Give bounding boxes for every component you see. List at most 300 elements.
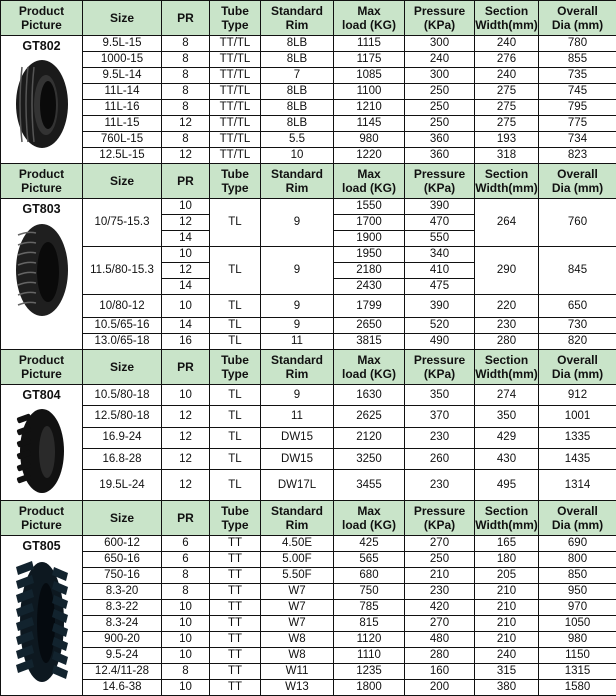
pressure-cell: 200 bbox=[405, 680, 475, 696]
rim-cell: DW17L bbox=[261, 470, 334, 501]
load-cell: 1950 bbox=[334, 247, 405, 263]
pressure-cell: 340 bbox=[405, 247, 475, 263]
model-name: GT803 bbox=[1, 203, 82, 216]
pr-cell: 14 bbox=[162, 231, 210, 247]
rim-cell: W7 bbox=[261, 616, 334, 632]
pressure-cell: 420 bbox=[405, 600, 475, 616]
tube-cell: TT/TL bbox=[210, 148, 261, 164]
section-cell: 430 bbox=[475, 448, 539, 469]
dia-cell: 795 bbox=[539, 100, 616, 116]
size-cell: 600-12 bbox=[83, 536, 162, 552]
pressure-cell: 250 bbox=[405, 116, 475, 132]
rim-cell: 11 bbox=[261, 334, 334, 350]
rim-cell: 7 bbox=[261, 68, 334, 84]
pr-cell: 8 bbox=[162, 84, 210, 100]
tube-cell: TL bbox=[210, 385, 261, 406]
dia-cell: 1314 bbox=[539, 470, 616, 501]
rim-cell: 9 bbox=[261, 318, 334, 334]
section-cell: 315 bbox=[475, 664, 539, 680]
pr-cell: 14 bbox=[162, 318, 210, 334]
product-picture-cell bbox=[1, 536, 83, 696]
section-cell: 264 bbox=[475, 199, 539, 247]
rim-cell: 10 bbox=[261, 148, 334, 164]
section-cell: 210 bbox=[475, 584, 539, 600]
product-picture-cell bbox=[1, 199, 83, 350]
tube-cell: TL bbox=[210, 295, 261, 318]
section-cell: 275 bbox=[475, 100, 539, 116]
size-cell: 14.6-38 bbox=[83, 680, 162, 696]
table-row bbox=[1, 84, 616, 100]
tube-cell: TL bbox=[210, 470, 261, 501]
pr-cell: 10 bbox=[162, 600, 210, 616]
product-picture-cell bbox=[1, 385, 83, 501]
rim-cell: 5.5 bbox=[261, 132, 334, 148]
pressure-cell: 270 bbox=[405, 536, 475, 552]
tube-cell: TT bbox=[210, 616, 261, 632]
rim-cell: DW15 bbox=[261, 448, 334, 469]
tube-cell: TT/TL bbox=[210, 116, 261, 132]
dia-cell: 820 bbox=[539, 334, 616, 350]
pressure-cell: 240 bbox=[405, 52, 475, 68]
pressure-cell: 470 bbox=[405, 215, 475, 231]
tube-cell: TT/TL bbox=[210, 132, 261, 148]
pr-cell: 8 bbox=[162, 100, 210, 116]
section-cell: 240 bbox=[475, 648, 539, 664]
dia-cell: 950 bbox=[539, 584, 616, 600]
rim-cell: 8LB bbox=[261, 84, 334, 100]
pressure-cell: 260 bbox=[405, 448, 475, 469]
rim-cell: W13 bbox=[261, 680, 334, 696]
load-cell: 1100 bbox=[334, 84, 405, 100]
load-cell: 2625 bbox=[334, 406, 405, 427]
size-cell: 16.9-24 bbox=[83, 427, 162, 448]
rim-cell: 5.50F bbox=[261, 568, 334, 584]
load-cell: 2180 bbox=[334, 263, 405, 279]
column-header-pressure: Pressure (KPa) bbox=[405, 501, 475, 536]
pr-cell: 8 bbox=[162, 52, 210, 68]
tube-cell: TT bbox=[210, 664, 261, 680]
table-row bbox=[1, 148, 616, 164]
model-name: GT802 bbox=[1, 40, 82, 53]
load-cell: 2120 bbox=[334, 427, 405, 448]
header-row bbox=[1, 1, 616, 36]
table-row bbox=[1, 132, 616, 148]
load-cell: 815 bbox=[334, 616, 405, 632]
section-cell: 240 bbox=[475, 68, 539, 84]
section-cell: 210 bbox=[475, 632, 539, 648]
size-cell: 11.5/80-15.3 bbox=[83, 247, 162, 295]
tube-cell: TT/TL bbox=[210, 68, 261, 84]
dia-cell: 980 bbox=[539, 632, 616, 648]
column-header-pr: PR bbox=[162, 164, 210, 199]
column-header-dia: Overall Dia (mm) bbox=[539, 501, 616, 536]
table-row bbox=[1, 552, 616, 568]
table-row bbox=[1, 536, 616, 552]
size-cell: 12.5/80-18 bbox=[83, 406, 162, 427]
table-row bbox=[1, 334, 616, 350]
size-cell: 9.5L-14 bbox=[83, 68, 162, 84]
load-cell: 1220 bbox=[334, 148, 405, 164]
column-header-picture: Product Picture bbox=[1, 1, 83, 36]
pr-cell: 8 bbox=[162, 584, 210, 600]
tube-cell: TL bbox=[210, 318, 261, 334]
load-cell: 565 bbox=[334, 552, 405, 568]
column-header-picture: Product Picture bbox=[1, 350, 83, 385]
dia-cell: 1435 bbox=[539, 448, 616, 469]
load-cell: 680 bbox=[334, 568, 405, 584]
column-header-size: Size bbox=[83, 164, 162, 199]
dia-cell: 850 bbox=[539, 568, 616, 584]
rim-cell: DW15 bbox=[261, 427, 334, 448]
size-cell: 650-16 bbox=[83, 552, 162, 568]
pressure-cell: 350 bbox=[405, 385, 475, 406]
section-cell: 205 bbox=[475, 568, 539, 584]
dia-cell: 760 bbox=[539, 199, 616, 247]
table-row bbox=[1, 199, 616, 215]
table-row bbox=[1, 36, 616, 52]
pressure-cell: 250 bbox=[405, 100, 475, 116]
pr-cell: 12 bbox=[162, 215, 210, 231]
column-header-rim: Standard Rim bbox=[261, 501, 334, 536]
table-row bbox=[1, 600, 616, 616]
dia-cell: 823 bbox=[539, 148, 616, 164]
rim-cell: W7 bbox=[261, 584, 334, 600]
size-cell: 8.3-22 bbox=[83, 600, 162, 616]
column-header-pressure: Pressure (KPa) bbox=[405, 164, 475, 199]
load-cell: 1800 bbox=[334, 680, 405, 696]
column-header-size: Size bbox=[83, 350, 162, 385]
dia-cell: 800 bbox=[539, 552, 616, 568]
section-cell: 274 bbox=[475, 385, 539, 406]
pressure-cell: 390 bbox=[405, 295, 475, 318]
load-cell: 980 bbox=[334, 132, 405, 148]
pressure-cell: 160 bbox=[405, 664, 475, 680]
section-cell: 240 bbox=[475, 36, 539, 52]
tube-cell: TT bbox=[210, 600, 261, 616]
dia-cell: 1050 bbox=[539, 616, 616, 632]
pr-cell: 12 bbox=[162, 470, 210, 501]
pr-cell: 10 bbox=[162, 648, 210, 664]
pressure-cell: 410 bbox=[405, 263, 475, 279]
size-cell: 11L-15 bbox=[83, 116, 162, 132]
pressure-cell: 300 bbox=[405, 68, 475, 84]
rim-cell: W7 bbox=[261, 600, 334, 616]
section-cell: 275 bbox=[475, 116, 539, 132]
load-cell: 3455 bbox=[334, 470, 405, 501]
column-header-tube: Tube Type bbox=[210, 501, 261, 536]
table-row bbox=[1, 52, 616, 68]
tube-cell: TT bbox=[210, 632, 261, 648]
column-header-size: Size bbox=[83, 501, 162, 536]
tube-cell: TL bbox=[210, 448, 261, 469]
rim-cell: 9 bbox=[261, 295, 334, 318]
size-cell: 900-20 bbox=[83, 632, 162, 648]
section-cell: 280 bbox=[475, 334, 539, 350]
dia-cell: 970 bbox=[539, 600, 616, 616]
table-row bbox=[1, 584, 616, 600]
table-row bbox=[1, 116, 616, 132]
pr-cell: 10 bbox=[162, 247, 210, 263]
tube-cell: TT/TL bbox=[210, 52, 261, 68]
size-cell: 11L-16 bbox=[83, 100, 162, 116]
section-cell: 350 bbox=[475, 406, 539, 427]
pressure-cell: 520 bbox=[405, 318, 475, 334]
column-header-tube: Tube Type bbox=[210, 350, 261, 385]
pr-cell: 8 bbox=[162, 132, 210, 148]
dia-cell: 1001 bbox=[539, 406, 616, 427]
column-header-picture: Product Picture bbox=[1, 501, 83, 536]
column-header-rim: Standard Rim bbox=[261, 350, 334, 385]
load-cell: 1799 bbox=[334, 295, 405, 318]
lug-tire-icon bbox=[1, 406, 82, 500]
pr-cell: 12 bbox=[162, 148, 210, 164]
pressure-cell: 480 bbox=[405, 632, 475, 648]
tube-cell: TL bbox=[210, 334, 261, 350]
tube-cell: TL bbox=[210, 406, 261, 427]
size-cell: 760L-15 bbox=[83, 132, 162, 148]
dia-cell: 745 bbox=[539, 84, 616, 100]
table-row bbox=[1, 68, 616, 84]
table-row bbox=[1, 448, 616, 469]
pressure-cell: 475 bbox=[405, 279, 475, 295]
section-cell: 380 bbox=[475, 680, 539, 696]
tube-cell: TT/TL bbox=[210, 100, 261, 116]
rib-tire-icon bbox=[1, 57, 82, 156]
column-header-dia: Overall Dia (mm) bbox=[539, 164, 616, 199]
table-row bbox=[1, 247, 616, 263]
table-row bbox=[1, 470, 616, 501]
dia-cell: 650 bbox=[539, 295, 616, 318]
column-header-dia: Overall Dia (mm) bbox=[539, 1, 616, 36]
pressure-cell: 550 bbox=[405, 231, 475, 247]
tube-cell: TL bbox=[210, 427, 261, 448]
rim-cell: 8LB bbox=[261, 36, 334, 52]
dia-cell: 1580 bbox=[539, 680, 616, 696]
pressure-cell: 360 bbox=[405, 132, 475, 148]
pressure-cell: 370 bbox=[405, 406, 475, 427]
section-cell: 210 bbox=[475, 600, 539, 616]
dia-cell: 690 bbox=[539, 536, 616, 552]
header-row bbox=[1, 164, 616, 199]
table-row bbox=[1, 318, 616, 334]
section-cell: 429 bbox=[475, 427, 539, 448]
column-header-tube: Tube Type bbox=[210, 1, 261, 36]
pr-cell: 12 bbox=[162, 448, 210, 469]
tube-cell: TT bbox=[210, 552, 261, 568]
pressure-cell: 210 bbox=[405, 568, 475, 584]
column-header-pr: PR bbox=[162, 501, 210, 536]
pr-cell: 8 bbox=[162, 568, 210, 584]
size-cell: 10/75-15.3 bbox=[83, 199, 162, 247]
dia-cell: 855 bbox=[539, 52, 616, 68]
pressure-cell: 230 bbox=[405, 470, 475, 501]
pressure-cell: 390 bbox=[405, 199, 475, 215]
pressure-cell: 230 bbox=[405, 584, 475, 600]
load-cell: 1900 bbox=[334, 231, 405, 247]
table-row bbox=[1, 664, 616, 680]
column-header-load: Max load (KG) bbox=[334, 1, 405, 36]
tube-cell: TT bbox=[210, 648, 261, 664]
rim-cell: 9 bbox=[261, 199, 334, 247]
size-cell: 12.4/11-28 bbox=[83, 664, 162, 680]
size-cell: 10.5/80-18 bbox=[83, 385, 162, 406]
rim-cell: 11 bbox=[261, 406, 334, 427]
dia-cell: 734 bbox=[539, 132, 616, 148]
column-header-pr: PR bbox=[162, 350, 210, 385]
product-picture-cell bbox=[1, 36, 83, 164]
load-cell: 3250 bbox=[334, 448, 405, 469]
load-cell: 785 bbox=[334, 600, 405, 616]
tube-cell: TT bbox=[210, 536, 261, 552]
column-header-picture: Product Picture bbox=[1, 164, 83, 199]
pressure-cell: 300 bbox=[405, 36, 475, 52]
size-cell: 9.5-24 bbox=[83, 648, 162, 664]
rim-cell: 8LB bbox=[261, 52, 334, 68]
pr-cell: 12 bbox=[162, 263, 210, 279]
column-header-load: Max load (KG) bbox=[334, 350, 405, 385]
column-header-section: Section Width(mm) bbox=[475, 350, 539, 385]
column-header-pressure: Pressure (KPa) bbox=[405, 1, 475, 36]
tube-cell: TT bbox=[210, 568, 261, 584]
rim-cell: 8LB bbox=[261, 116, 334, 132]
table-row bbox=[1, 100, 616, 116]
pressure-cell: 250 bbox=[405, 552, 475, 568]
pr-cell: 10 bbox=[162, 616, 210, 632]
load-cell: 1175 bbox=[334, 52, 405, 68]
load-cell: 2430 bbox=[334, 279, 405, 295]
pr-cell: 16 bbox=[162, 334, 210, 350]
load-cell: 1110 bbox=[334, 648, 405, 664]
pr-cell: 10 bbox=[162, 385, 210, 406]
section-cell: 210 bbox=[475, 616, 539, 632]
load-cell: 1235 bbox=[334, 664, 405, 680]
pr-cell: 10 bbox=[162, 632, 210, 648]
pr-cell: 12 bbox=[162, 427, 210, 448]
size-cell: 750-16 bbox=[83, 568, 162, 584]
pr-cell: 10 bbox=[162, 199, 210, 215]
section-cell: 290 bbox=[475, 247, 539, 295]
pr-cell: 10 bbox=[162, 680, 210, 696]
section-cell: 230 bbox=[475, 318, 539, 334]
load-cell: 1085 bbox=[334, 68, 405, 84]
table-row bbox=[1, 632, 616, 648]
size-cell: 8.3-24 bbox=[83, 616, 162, 632]
rim-cell: 5.00F bbox=[261, 552, 334, 568]
dia-cell: 912 bbox=[539, 385, 616, 406]
tube-cell: TT bbox=[210, 584, 261, 600]
column-header-rim: Standard Rim bbox=[261, 1, 334, 36]
table-row bbox=[1, 295, 616, 318]
size-cell: 10.5/65-16 bbox=[83, 318, 162, 334]
tube-cell: TT/TL bbox=[210, 36, 261, 52]
pressure-cell: 360 bbox=[405, 148, 475, 164]
load-cell: 1210 bbox=[334, 100, 405, 116]
load-cell: 1115 bbox=[334, 36, 405, 52]
column-header-section: Section Width(mm) bbox=[475, 164, 539, 199]
column-header-pr: PR bbox=[162, 1, 210, 36]
dia-cell: 845 bbox=[539, 247, 616, 295]
size-cell: 12.5L-15 bbox=[83, 148, 162, 164]
pressure-cell: 270 bbox=[405, 616, 475, 632]
load-cell: 1700 bbox=[334, 215, 405, 231]
section-cell: 180 bbox=[475, 552, 539, 568]
size-cell: 13.0/65-18 bbox=[83, 334, 162, 350]
size-cell: 11L-14 bbox=[83, 84, 162, 100]
header-row bbox=[1, 501, 616, 536]
rim-cell: 9 bbox=[261, 247, 334, 295]
pr-cell: 12 bbox=[162, 116, 210, 132]
section-cell: 193 bbox=[475, 132, 539, 148]
size-cell: 16.8-28 bbox=[83, 448, 162, 469]
implement-tire-icon bbox=[1, 220, 82, 324]
tube-cell: TT/TL bbox=[210, 84, 261, 100]
pr-cell: 8 bbox=[162, 664, 210, 680]
dia-cell: 780 bbox=[539, 36, 616, 52]
table-row bbox=[1, 648, 616, 664]
column-header-size: Size bbox=[83, 1, 162, 36]
pr-cell: 12 bbox=[162, 406, 210, 427]
model-name: GT805 bbox=[1, 540, 82, 553]
tube-cell: TT bbox=[210, 680, 261, 696]
table-row bbox=[1, 406, 616, 427]
dia-cell: 1335 bbox=[539, 427, 616, 448]
pressure-cell: 280 bbox=[405, 648, 475, 664]
dia-cell: 735 bbox=[539, 68, 616, 84]
pressure-cell: 250 bbox=[405, 84, 475, 100]
pressure-cell: 230 bbox=[405, 427, 475, 448]
load-cell: 750 bbox=[334, 584, 405, 600]
size-cell: 8.3-20 bbox=[83, 584, 162, 600]
column-header-pressure: Pressure (KPa) bbox=[405, 350, 475, 385]
dia-cell: 775 bbox=[539, 116, 616, 132]
pr-cell: 8 bbox=[162, 68, 210, 84]
header-row bbox=[1, 350, 616, 385]
section-cell: 276 bbox=[475, 52, 539, 68]
column-header-load: Max load (KG) bbox=[334, 164, 405, 199]
dia-cell: 1315 bbox=[539, 664, 616, 680]
column-header-load: Max load (KG) bbox=[334, 501, 405, 536]
pr-cell: 14 bbox=[162, 279, 210, 295]
size-cell: 10/80-12 bbox=[83, 295, 162, 318]
rim-cell: W11 bbox=[261, 664, 334, 680]
table-row bbox=[1, 568, 616, 584]
paddy-tire-icon bbox=[1, 557, 82, 691]
model-name: GT804 bbox=[1, 389, 82, 402]
load-cell: 425 bbox=[334, 536, 405, 552]
pr-cell: 10 bbox=[162, 295, 210, 318]
table-row bbox=[1, 385, 616, 406]
section-cell: 318 bbox=[475, 148, 539, 164]
size-cell: 9.5L-15 bbox=[83, 36, 162, 52]
pr-cell: 6 bbox=[162, 552, 210, 568]
column-header-section: Section Width(mm) bbox=[475, 501, 539, 536]
column-header-section: Section Width(mm) bbox=[475, 1, 539, 36]
rim-cell: 4.50E bbox=[261, 536, 334, 552]
rim-cell: 9 bbox=[261, 385, 334, 406]
section-cell: 165 bbox=[475, 536, 539, 552]
table-row bbox=[1, 616, 616, 632]
size-cell: 1000-15 bbox=[83, 52, 162, 68]
table-row bbox=[1, 680, 616, 696]
table-row bbox=[1, 427, 616, 448]
rim-cell: W8 bbox=[261, 632, 334, 648]
tube-cell: TL bbox=[210, 199, 261, 247]
load-cell: 1630 bbox=[334, 385, 405, 406]
load-cell: 3815 bbox=[334, 334, 405, 350]
size-cell: 19.5L-24 bbox=[83, 470, 162, 501]
dia-cell: 1150 bbox=[539, 648, 616, 664]
section-cell: 220 bbox=[475, 295, 539, 318]
